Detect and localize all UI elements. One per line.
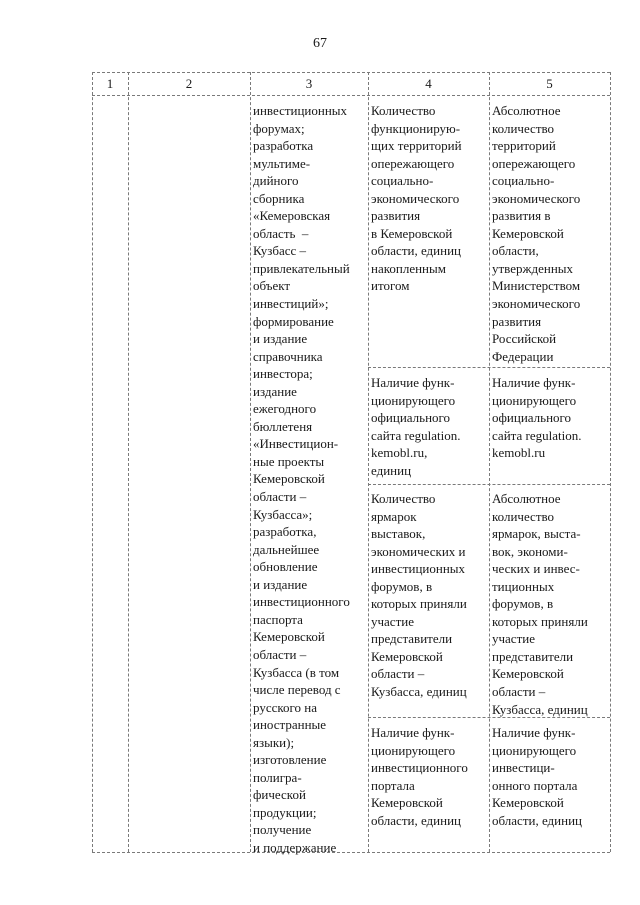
text-line: участие: [371, 613, 414, 629]
text-line: развития: [492, 313, 542, 329]
text-line: Кемеровской: [371, 648, 443, 664]
text-line: количество: [492, 120, 555, 136]
text-line: Кузбасса, единиц: [492, 701, 588, 717]
text-line: сборника: [253, 190, 305, 206]
text-line: продукции;: [253, 804, 317, 820]
header-col-4: 4: [425, 76, 432, 91]
text-line: формирование: [253, 313, 334, 329]
text-line: количество: [492, 508, 555, 524]
text-line: официального: [371, 410, 451, 426]
text-line: объект: [253, 278, 291, 294]
text-line: привлекательный: [253, 260, 350, 276]
text-line: щих территорий: [371, 138, 462, 154]
text-line: территорий: [492, 138, 556, 154]
text-line: ческих и инвес-: [492, 561, 580, 577]
text-line: функционирую-: [371, 120, 461, 136]
text-line: область –: [253, 225, 309, 241]
text-line: социально-: [371, 173, 434, 189]
text-line: экономических и: [371, 543, 466, 559]
text-line: Министерством: [492, 278, 581, 294]
text-line: инвестиционного: [371, 760, 468, 776]
text-line: kemobl.ru: [492, 445, 546, 461]
text-line: получение: [253, 822, 312, 838]
text-line: области –: [492, 684, 546, 700]
text-line: и издание: [253, 576, 308, 592]
text-line: накопленным: [371, 260, 446, 276]
text-line: ные проекты: [253, 453, 325, 469]
text-line: портала: [371, 777, 415, 793]
text-line: «Кемеровская: [253, 208, 331, 224]
text-line: Количество: [371, 491, 436, 506]
text-line: Кемеровской: [492, 225, 564, 241]
text-line: иностранные: [253, 717, 327, 733]
text-line: сайта regulation.: [371, 427, 461, 443]
text-line: инвестици-: [492, 760, 555, 776]
column-line-1: [128, 72, 129, 852]
text-line: тиционных: [492, 578, 555, 594]
text-line: Кемеровской: [371, 795, 443, 811]
header-col-5: 5: [546, 76, 553, 91]
text-line: области –: [253, 646, 307, 662]
text-line: утвержденных: [492, 260, 574, 276]
text-line: выставок,: [371, 526, 426, 542]
column-line-3: [368, 72, 369, 852]
text-line: области –: [371, 666, 425, 682]
text-line: ционирующего: [371, 742, 456, 758]
text-line: разработка: [253, 138, 314, 154]
text-line: социально-: [492, 173, 555, 189]
text-line: бюллетеня: [253, 418, 313, 434]
cell-row3-col5: [492, 490, 609, 718]
text-line: разработка,: [253, 524, 317, 540]
cell-row1-col5: [492, 102, 609, 365]
text-line: Абсолютное: [492, 491, 561, 506]
cell-col3-activities: [253, 102, 367, 857]
text-line: экономического: [371, 190, 460, 206]
text-line: Наличие функ-: [371, 725, 455, 740]
text-line: области, единиц: [371, 812, 461, 828]
text-line: инвестора;: [253, 366, 313, 382]
text-line: итогом: [371, 278, 410, 294]
cell-row4-col5: [492, 724, 609, 829]
text-line: ционирующего: [371, 392, 456, 408]
text-line: инвестиционного: [253, 594, 350, 610]
text-line: в Кемеровской: [371, 225, 453, 241]
text-line: официального: [492, 410, 572, 426]
text-line: экономического: [492, 296, 581, 312]
column-line-4: [489, 72, 490, 852]
text-line: ционирующего: [492, 392, 577, 408]
text-line: числе перевод с: [253, 682, 341, 698]
header-col-3: 3: [305, 76, 313, 91]
text-line: ежегодного: [253, 401, 317, 417]
header-col-1: 1: [106, 76, 114, 91]
text-line: области –: [253, 489, 307, 505]
text-line: вок, экономи-: [492, 543, 568, 559]
text-line: Количество: [371, 103, 436, 118]
text-line: русского на: [253, 699, 318, 715]
text-line: kemobl.ru,: [371, 445, 428, 461]
text-line: форумов, в: [492, 596, 554, 612]
text-line: сайта regulation.: [492, 427, 582, 443]
text-line: ярмарок, выста-: [492, 526, 581, 542]
text-line: Кузбасса (в том: [253, 664, 340, 680]
text-line: которых приняли: [492, 613, 588, 629]
text-line: области, единиц: [371, 243, 461, 259]
text-line: издание: [253, 383, 297, 399]
header-separator: [92, 95, 610, 96]
text-line: единиц: [371, 462, 412, 478]
text-line: Наличие функ-: [492, 725, 576, 740]
text-line: Абсолютное: [492, 103, 561, 118]
text-line: Российской: [492, 331, 557, 347]
text-line: опережающего: [492, 155, 576, 171]
text-line: изготовление: [253, 752, 327, 768]
text-line: развития в: [492, 208, 551, 224]
text-line: ярмарок: [371, 508, 417, 524]
text-line: дийного: [253, 173, 299, 189]
text-line: развития: [371, 208, 421, 224]
text-line: инвестиций»;: [253, 296, 329, 312]
text-line: обновление: [253, 559, 318, 575]
text-line: языки);: [253, 734, 295, 750]
text-line: инвестиционных: [371, 561, 466, 577]
text-line: справочника: [253, 348, 323, 364]
text-line: онного портала: [492, 777, 578, 793]
cell-row3-col4: [371, 490, 488, 701]
text-line: и издание: [253, 331, 308, 347]
text-line: ционирующего: [492, 742, 577, 758]
text-line: области,: [492, 243, 539, 259]
text-line: форумов, в: [371, 578, 433, 594]
text-line: мультиме-: [253, 155, 311, 171]
cell-row2-col5: [492, 374, 609, 462]
text-line: Кемеровской: [253, 629, 325, 645]
text-line: области, единиц: [492, 812, 582, 828]
cell-row4-col4: [371, 724, 488, 829]
cell-row1-col4: [371, 102, 488, 295]
column-line-2: [250, 72, 251, 852]
text-line: Наличие функ-: [371, 375, 455, 390]
text-line: инвестиционных: [253, 103, 348, 118]
text-line: участие: [492, 631, 535, 647]
text-line: Кузбасса»;: [253, 506, 313, 522]
text-line: Кемеровской: [492, 795, 564, 811]
text-line: форумах;: [253, 120, 305, 136]
text-line: Кемеровской: [253, 471, 325, 487]
text-line: Кузбасс –: [253, 243, 307, 259]
text-line: паспорта: [253, 611, 303, 627]
text-line: Кемеровской: [492, 666, 564, 682]
column-line-0: [92, 72, 93, 852]
text-line: которых приняли: [371, 596, 467, 612]
cell-row2-col4: [371, 374, 488, 479]
column-line-5: [610, 72, 611, 852]
text-line: Федерации: [492, 348, 554, 364]
text-line: экономического: [492, 190, 581, 206]
text-line: опережающего: [371, 155, 455, 171]
text-line: Наличие функ-: [492, 375, 576, 390]
text-line: и поддержание: [253, 839, 337, 855]
text-line: «Инвестицион-: [253, 436, 339, 452]
text-line: представители: [371, 631, 453, 647]
text-line: дальнейшее: [253, 541, 320, 557]
text-line: фической: [253, 787, 306, 803]
text-line: представители: [492, 648, 574, 664]
header-col-2: 2: [185, 76, 193, 91]
text-line: Кузбасса, единиц: [371, 684, 467, 700]
page-number: 67: [313, 36, 327, 51]
text-line: полигра-: [253, 769, 302, 785]
